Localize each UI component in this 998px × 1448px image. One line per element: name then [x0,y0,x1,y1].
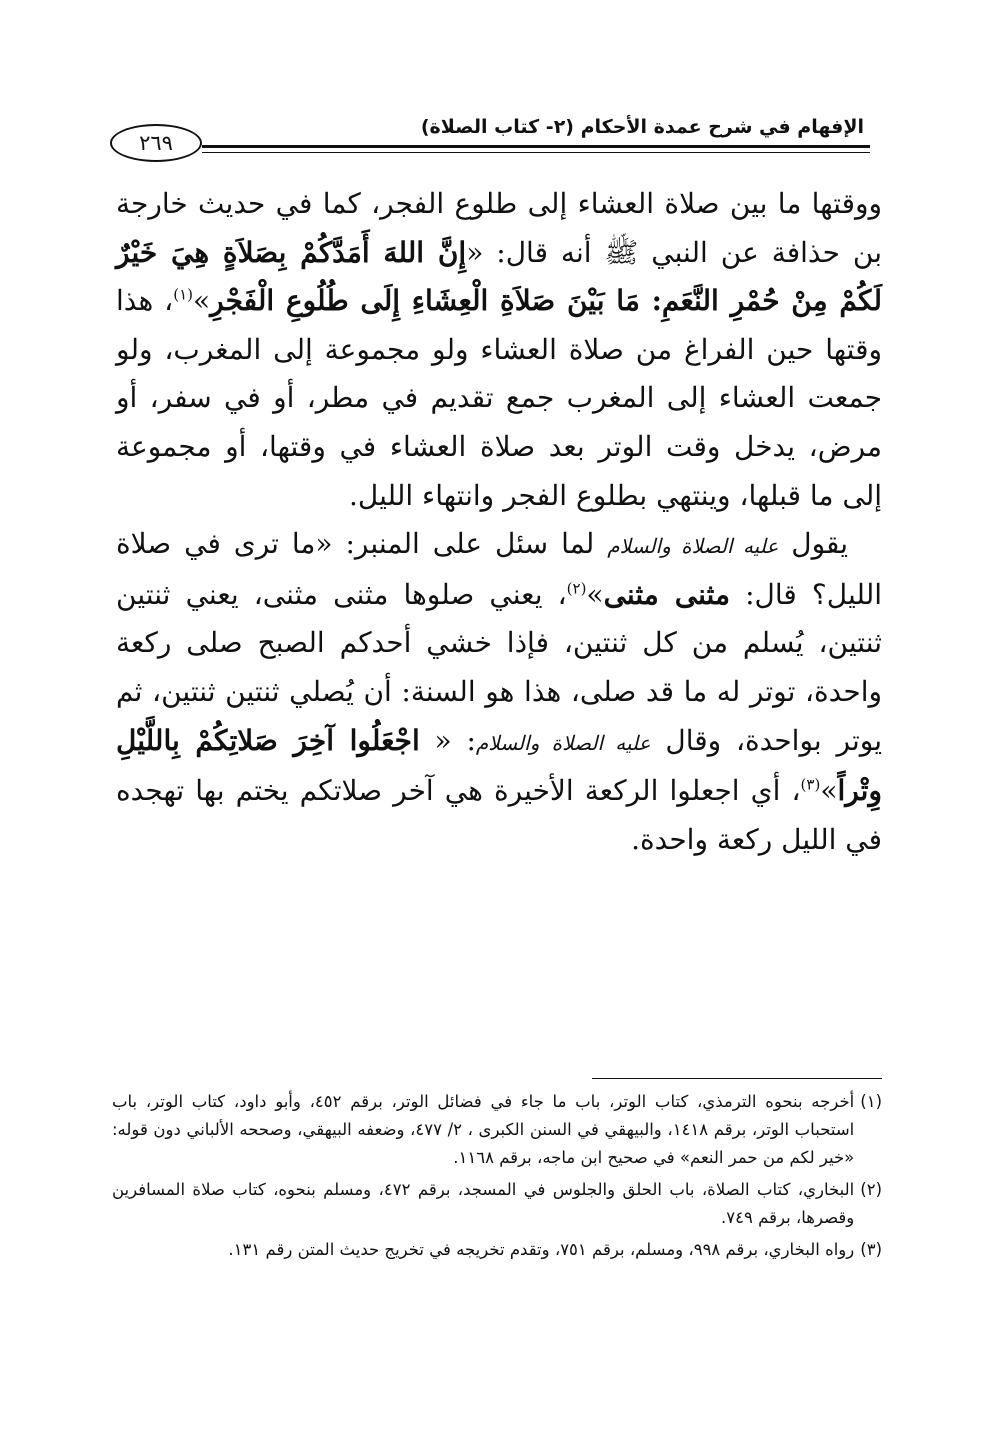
footnote-text: البخاري، كتاب الصلاة، باب الحلق والجلوس في المسجد، برقم ٤٧٢، ومسلم بنحوه، كتاب صلاة المسافرين وقصرها، برقم ٧٤٩. [112,1180,855,1227]
footnote-ref-3[interactable]: (٣) [800,775,821,794]
text-run: » [820,774,838,808]
text-run: ، هذا وقتها حين الفراغ من صلاة العشاء ولو مجموعة إلى المغرب، ولو جمعت العشاء إلى المغرب جمع تقديم في مطر، أو في سفر، أو مرض، يدخل وقت الوتر بعد صلاة العشاء في وقتها، أو مجموعة إلى ما قبلها، وينتهي بطلوع الفجر وانتهاء الليل. [116,284,882,512]
text-run: ، أي اجعلوا الركعة الأخيرة هي آخر صلاتكم يختم بها تهجده في الليل ركعة واحدة. [116,774,882,856]
footnote-text: أخرجه بنحوه الترمذي، كتاب الوتر، باب ما جاء في فضائل الوتر، برقم ٤٥٢، وأبو داود، كتاب الوتر، باب استحباب الوتر، برقم ١٤١٨، والبيهقي في السنن الكبرى ، ٢/ ٤٧٧، وضعفه البيهقي، وصححه الألباني دون قوله: «خير لكم من حمر النعم» في صحيح ابن ماجه، برقم ١١٦٨. [112,1092,855,1167]
footnote-number: (٢) [860,1180,882,1199]
footnote-ref-1[interactable]: (١) [173,285,193,304]
text-run: ووقتها ما بين صلاة العشاء إلى طلوع الفجر، كما في حديث خارجة بن حذافة عن النبي ﷺ أنه قال: « [116,187,882,269]
hadith-quote: مثنى مثنى [603,577,730,611]
text-run: يقول [778,527,848,561]
footnote-ref-2[interactable]: (٢) [566,579,587,598]
honorific: عليه الصلاة والسلام [607,534,779,559]
footnote-2 [112,1176,882,1232]
text-run: » [192,284,211,318]
footnote-text: رواه البخاري، برقم ٩٩٨، ومسلم، برقم ٧٥١، وتقدم تخريجه في تخريج حديث المتن رقم ١٣١. [228,1240,855,1259]
hadith-quote: اجْعَلُوا آخِرَ صَلاتِكُمْ بِاللَّيْلِ وِتْراً [116,723,882,808]
footnote-separator [592,1078,882,1079]
footnotes [112,1088,882,1268]
footnote-3 [112,1236,882,1264]
text-run: » [586,577,604,611]
footnote-1 [112,1088,882,1172]
hadith-quote: إِنَّ اللهَ أَمَدَّكُمْ بِصَلاَةٍ هِيَ خَيْرٌ لَكُمْ مِنْ حُمْرِ النَّعَمِ: مَا بَيْنَ صَلاَةِ الْعِشَاءِ إِلَى طُلُوعِ الْفَجْرِ [116,235,882,318]
page-number: ٢٦٩ [110,124,202,162]
header-rule-thin [202,152,870,153]
main-text [116,180,882,864]
footnote-number: (١) [860,1092,882,1111]
page-header [110,112,870,160]
header-rule-thick [202,145,870,148]
text-run: لما سئل على المنبر: «ما ترى في صلاة الليل؟ قال: [116,527,883,611]
footnote-number: (٣) [860,1240,882,1259]
paragraph-2 [116,520,882,864]
running-title: الإفهام في شرح عمدة الأحكام (٢- كتاب الصلاة) [420,116,864,138]
paragraph-1 [116,180,882,520]
text-run: ، يعني صلوها مثنى مثنى، يعني ثنتين ثنتين، يُسلم من كل ثنتين، فإذا خشي أحدكم الصبح صلى ركعة واحدة، توتر له ما قد صلى، هذا هو السنة: أن يُصلي ثنتين ثنتين، ثم يوتر بواحدة، وقال [116,577,883,757]
text-run: : « [419,723,476,757]
honorific: عليه الصلاة والسلام [475,730,651,755]
